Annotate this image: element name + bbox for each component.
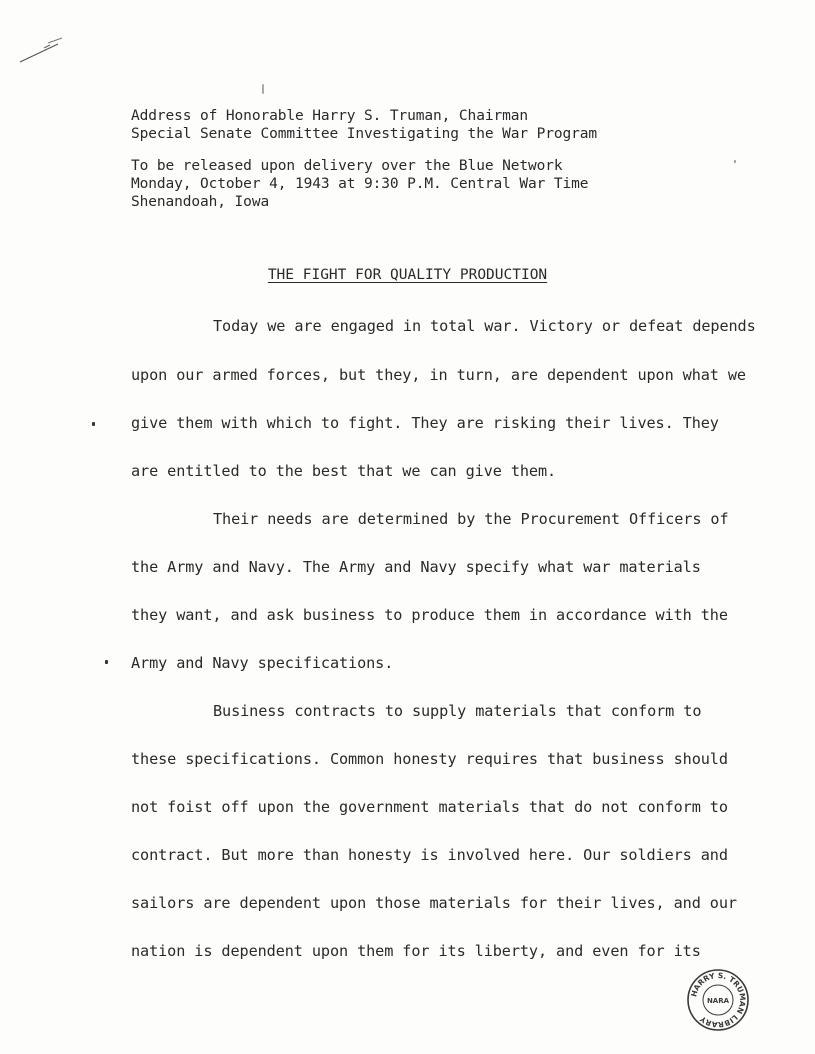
body-line: Today we are engaged in total war. Victory or defeat depends bbox=[213, 317, 756, 335]
header-line-4: Monday, October 4, 1943 at 9:30 P.M. Central War Time bbox=[131, 176, 589, 192]
header-line-5: Shenandoah, Iowa bbox=[131, 194, 270, 210]
margin-speck bbox=[92, 422, 95, 426]
margin-speck bbox=[262, 84, 264, 94]
header-line-3: To be released upon delivery over the Blue Network bbox=[131, 158, 563, 174]
stamp-ring-text: HARRY S. TRUMAN LIBRARY bbox=[689, 970, 748, 1030]
body-line: Business contracts to supply materials that conform to bbox=[213, 702, 702, 720]
body-line: Their needs are determined by the Procurement Officers of bbox=[213, 510, 729, 528]
library-stamp-icon bbox=[686, 968, 750, 1032]
body-line: Army and Navy specifications. bbox=[131, 654, 394, 672]
body-line: the Army and Navy. The Army and Navy specify what war materials bbox=[131, 558, 701, 576]
body-line: upon our armed forces, but they, in turn, are dependent upon what we bbox=[131, 366, 746, 384]
body-line: are entitled to the best that we can give them. bbox=[131, 462, 557, 480]
body-line: sailors are dependent upon those materials for their lives, and our bbox=[131, 894, 737, 912]
body-line: nation is dependent upon them for its liberty, and even for its bbox=[131, 942, 701, 960]
header-line-1: Address of Honorable Harry S. Truman, Chairman bbox=[131, 108, 528, 124]
margin-speck bbox=[105, 660, 108, 664]
body-line: contract. But more than honesty is involved here. Our soldiers and bbox=[131, 846, 728, 864]
header-line-2: Special Senate Committee Investigating the War Program bbox=[131, 126, 598, 142]
body-line: they want, and ask business to produce them in accordance with the bbox=[131, 606, 728, 624]
margin-speck bbox=[734, 160, 736, 163]
body-line: these specifications. Common honesty requires that business should bbox=[131, 750, 728, 768]
document-title: THE FIGHT FOR QUALITY PRODUCTION bbox=[267, 267, 548, 283]
body-line: not foist off upon the government materials that do not conform to bbox=[131, 798, 728, 816]
pen-mark-icon bbox=[18, 34, 66, 64]
body-line: give them with which to fight. They are risking their lives. They bbox=[131, 414, 719, 432]
stamp-center-text: NARA bbox=[706, 997, 730, 1005]
